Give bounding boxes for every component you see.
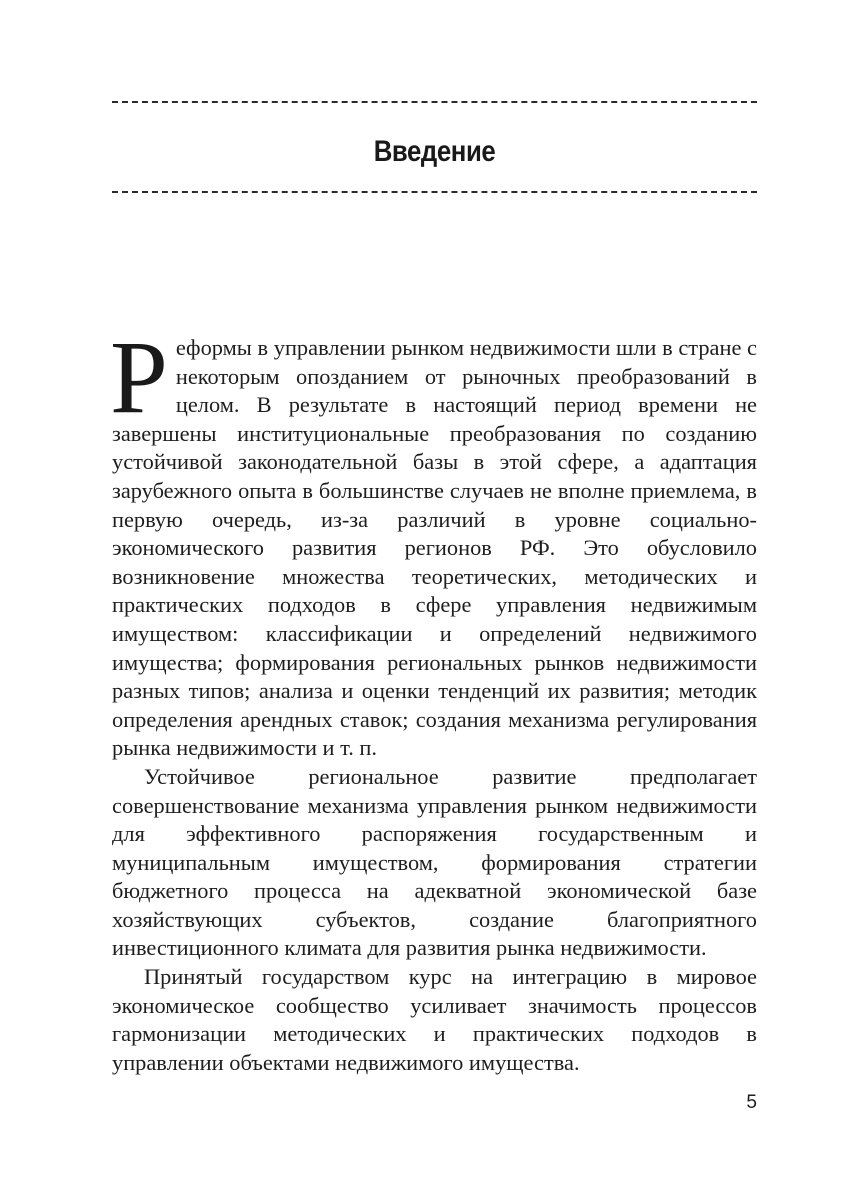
drop-cap: Р [110, 320, 168, 435]
paragraph-3: Принятый государством курс на интеграцию в мировое экономическое сообщество усиливает значимость процессов гармонизации методических и практических подходов в управлении объектами недвижимого имущества. [112, 964, 757, 1075]
page-number: 5 [746, 1092, 757, 1113]
paragraph-1 [110, 320, 757, 763]
paragraph-2: Устойчивое региональное развитие предполагает совершенствование механизма управления рынком недвижимости для эффективного распоряжения государственным и муниципальным имуществом, формирования стратегии бюджетного процесса на адекватной экономической базе хозяйствующих субъектов, создание благоприятного инвестиционного климата для развития рынка недвижимости. [112, 763, 757, 961]
header-bottom-divider [112, 191, 757, 193]
paragraph-1-text: еформы в управлении рынком недвижимости шли в стране с некоторым опозданием от рыночных преобразований в целом. В результате в настоящий период времени не завершены институциональные преобразования по созданию устойчивой законодательной базы в этой сфере, а адаптация зарубежного опыта в большинстве случаев не вполне приемлема, в первую очередь, из-за различий в уровне социально-экономического развития регионов РФ. Это обусловило возникновение множества теоретических, методических и практических подходов в сфере управления недвижимым имуществом: классификации и определений недвижимого имущества; формирования региональных рынков недвижимости разных типов; анализа и оценки тенденций их развития; методик определения арендных ставок; создания механизма регулирования рынка недвижимости и т. п. [112, 335, 757, 761]
page-title: Введение [373, 135, 496, 168]
header-top-divider [112, 101, 757, 103]
body-text [110, 320, 757, 1077]
